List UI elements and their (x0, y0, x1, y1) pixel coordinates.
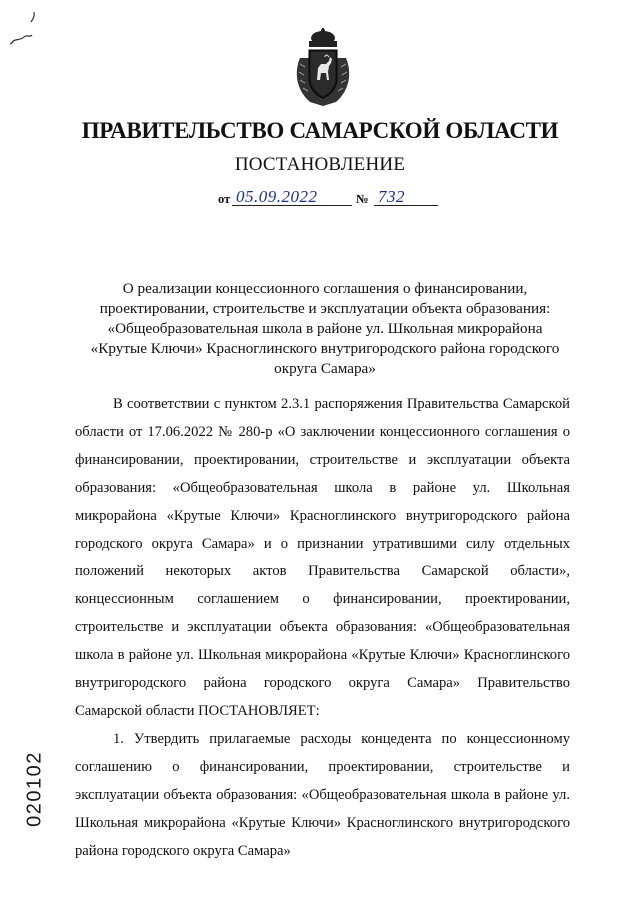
samara-coat-of-arms-icon (290, 28, 356, 108)
side-code-text: 020102 (23, 751, 46, 827)
number-value: 732 (378, 187, 405, 206)
subject-line: округа Самара» (274, 360, 376, 377)
date-number-line (218, 187, 438, 209)
subject-line: проектировании, строительстве и эксплуатации объекта образования: (99, 300, 551, 317)
date-prefix: от (218, 192, 231, 206)
subject-line: «Крутые Ключи» Красноглинского внутригородского района городского (90, 340, 560, 357)
government-title: ПРАВИТЕЛЬСТВО САМАРСКОЙ ОБЛАСТИ (81, 118, 559, 143)
number-prefix: № (356, 192, 369, 206)
paragraph-text: 1. Утвердить прилагаемые расходы концедента по концессионному соглашению о финансировании, проектировании, строительстве и эксплуатации объекта образования: «Общеобразовательная школа в районе ул. Школьная микрорайона «Крутые Ключи» Красноглинского внутригородского района городского округа Самара» (75, 730, 570, 859)
subject-line: «Общеобразовательная школа в районе ул. Школьная микрорайона (107, 320, 543, 337)
document-type: ПОСТАНОВЛЕНИЕ (234, 154, 406, 175)
body-paragraph (75, 391, 570, 726)
document-subject (60, 279, 590, 379)
handwritten-mark (4, 8, 40, 48)
document-body (75, 391, 570, 865)
subject-line: О реализации концессионного соглашения о финансировании, (122, 280, 528, 297)
body-paragraph (75, 726, 570, 866)
side-code (20, 744, 50, 834)
date-value: 05.09.2022 (236, 187, 318, 206)
paragraph-text: В соответствии с пунктом 2.3.1 распоряжения Правительства Самарской области от 17.06.2022 № 280-р «О заключении концессионного соглашения о финансировании, проектировании, строительстве и эксплуатации объекта образования: «Общеобразовательная школа в районе ул. Школьная микрорайона «Крутые Ключи» Красноглинского внутригородского района городского округа Самара» и о признании утратившими силу отдельных положений некоторых актов Правительства Самарской области», концессионным соглашением о финансировании, проектировании, строительстве и эксплуатации объекта образования: «Общеобразовательная школа в районе ул. Школьная микрорайона «Крутые Ключи» Красноглинского внутригородского района городского округа Самара» Правительство Самарской области ПОСТАНОВЛЯЕТ: (75, 396, 570, 719)
